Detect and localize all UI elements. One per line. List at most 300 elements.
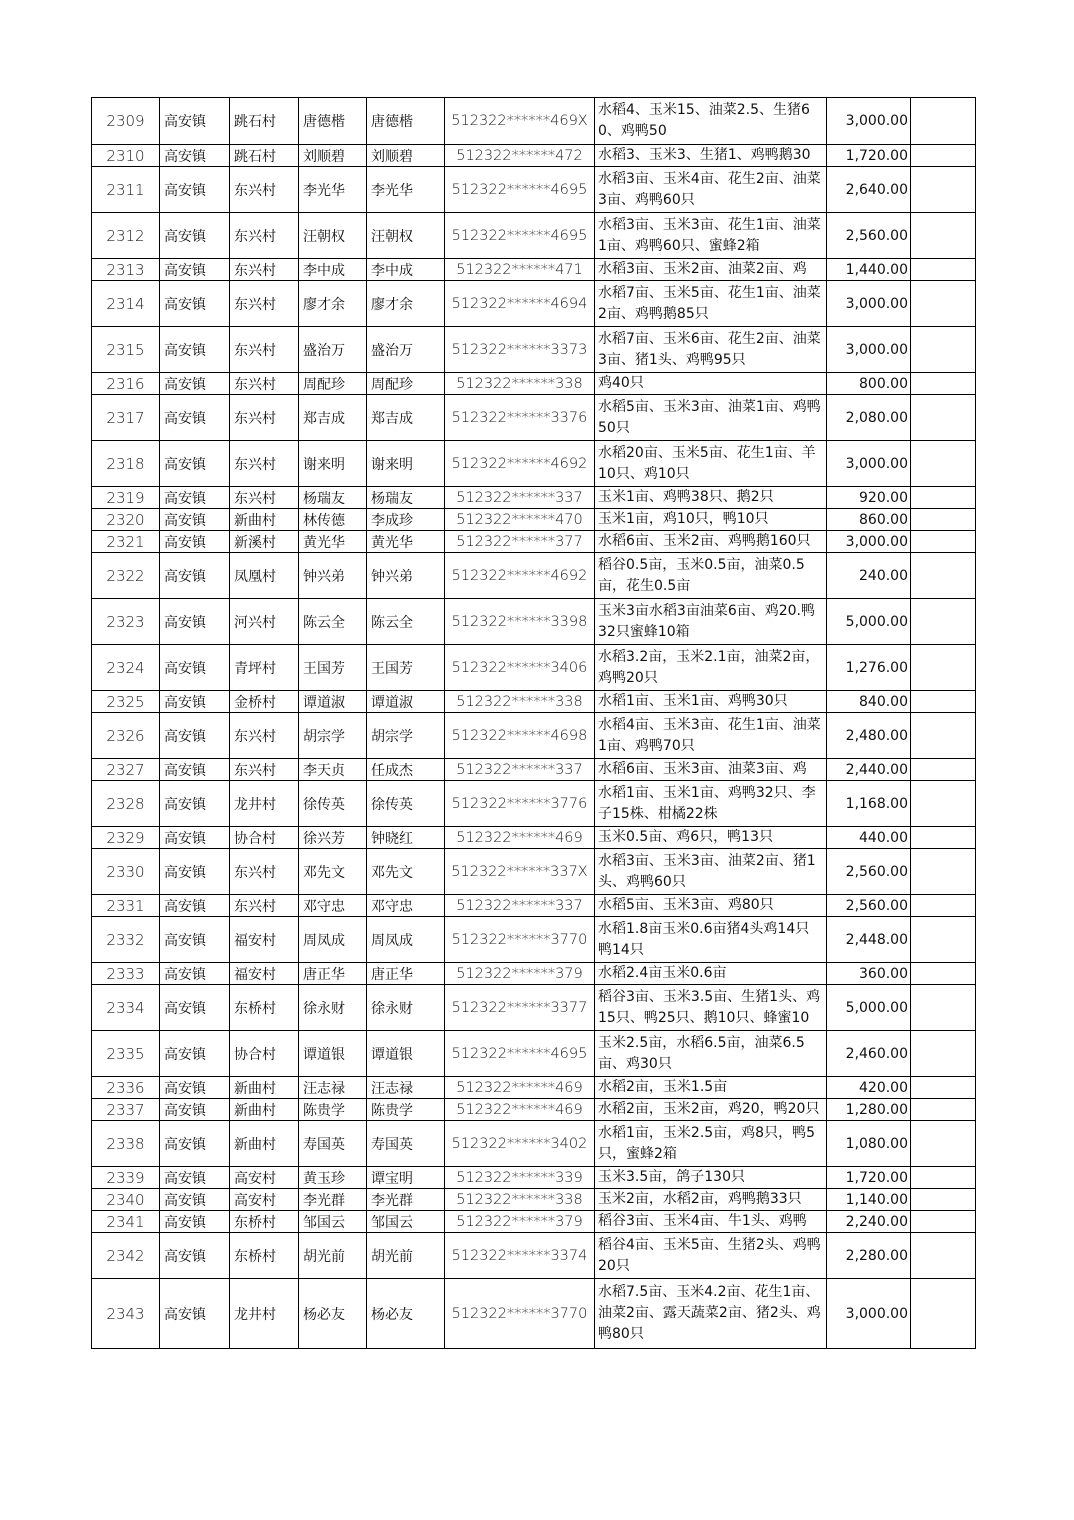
crops-cell: 水稻3、玉米3、生猪1、鸡鸭鹅30 [595,145,827,167]
name-cell: 汪志禄 [299,1077,367,1099]
id-number-cell: 512322******3406 [445,645,595,691]
recipient-name-cell: 李成珍 [367,509,445,531]
name-cell: 周配珍 [299,373,367,395]
table-row [92,145,976,167]
town-cell: 高安镇 [160,781,230,827]
amount-cell: 3,000.00 [827,327,911,373]
village-cell: 新曲村 [230,1099,299,1121]
blank-cell [911,759,976,781]
id-number-cell: 512322******3376 [445,395,595,441]
recipient-name-cell: 周凤成 [367,917,445,963]
crops-cell: 水稻5亩、玉米3亩、鸡80只 [595,895,827,917]
blank-cell [911,691,976,713]
recipient-name-cell: 徐永财 [367,985,445,1031]
table-row [92,1279,976,1349]
recipient-name-cell: 李光群 [367,1189,445,1211]
town-cell: 高安镇 [160,531,230,553]
village-cell: 龙井村 [230,1279,299,1349]
recipient-name-cell: 刘顺碧 [367,145,445,167]
blank-cell [911,1279,976,1349]
village-cell: 新溪村 [230,531,299,553]
blank-cell [911,259,976,281]
village-cell: 东兴村 [230,895,299,917]
serial-number-cell: 2330 [92,849,160,895]
town-cell: 高安镇 [160,395,230,441]
amount-cell: 840.00 [827,691,911,713]
amount-cell: 420.00 [827,1077,911,1099]
serial-number-cell: 2313 [92,259,160,281]
crops-cell: 水稻20亩、玉米5亩、花生1亩、羊10只、鸡10只 [595,441,827,487]
village-cell: 协合村 [230,1031,299,1077]
village-cell: 东兴村 [230,849,299,895]
amount-cell: 3,000.00 [827,98,911,145]
blank-cell [911,985,976,1031]
name-cell: 郑吉成 [299,395,367,441]
serial-number-cell: 2314 [92,281,160,327]
crops-cell: 水稻3.2亩，玉米2.1亩，油菜2亩，鸡鸭20只 [595,645,827,691]
amount-cell: 1,276.00 [827,645,911,691]
id-number-cell: 512322******3374 [445,1233,595,1279]
recipient-name-cell: 钟晓红 [367,827,445,849]
crops-cell: 稻谷4亩、玉米5亩、生猪2头、鸡鸭20只 [595,1233,827,1279]
table-body [92,98,976,1349]
amount-cell: 5,000.00 [827,599,911,645]
crops-cell: 水稻3亩、玉米3亩、花生1亩、油菜1亩、鸡鸭60只、蜜蜂2箱 [595,213,827,259]
town-cell: 高安镇 [160,1099,230,1121]
crops-cell: 玉米3.5亩，鸽子130只 [595,1167,827,1189]
recipient-name-cell: 李中成 [367,259,445,281]
table-row [92,531,976,553]
id-number-cell: 512322******469 [445,827,595,849]
amount-cell: 3,000.00 [827,281,911,327]
recipient-name-cell: 谢来明 [367,441,445,487]
village-cell: 青坪村 [230,645,299,691]
id-number-cell: 512322******337X [445,849,595,895]
town-cell: 高安镇 [160,213,230,259]
crops-cell: 水稻1亩、玉米1亩、鸡鸭30只 [595,691,827,713]
amount-cell: 5,000.00 [827,985,911,1031]
crops-cell: 玉米3亩水稻3亩油菜6亩、鸡20.鸭32只蜜蜂10箱 [595,599,827,645]
crops-cell: 玉米1亩、鸡鸭38只、鹅2只 [595,487,827,509]
town-cell: 高安镇 [160,1189,230,1211]
recipient-name-cell: 胡光前 [367,1233,445,1279]
blank-cell [911,1031,976,1077]
table-row [92,1211,976,1233]
table-row [92,599,976,645]
subsidy-table [91,97,976,1349]
blank-cell [911,509,976,531]
village-cell: 东兴村 [230,395,299,441]
town-cell: 高安镇 [160,1077,230,1099]
id-number-cell: 512322******377 [445,531,595,553]
recipient-name-cell: 任成杰 [367,759,445,781]
table-row [92,1233,976,1279]
village-cell: 跳石村 [230,145,299,167]
recipient-name-cell: 盛治万 [367,327,445,373]
table-row [92,395,976,441]
blank-cell [911,827,976,849]
village-cell: 东兴村 [230,327,299,373]
table-row [92,985,976,1031]
crops-cell: 稻谷3亩、玉米4亩、牛1头、鸡鸭 [595,1211,827,1233]
id-number-cell: 512322******4695 [445,167,595,213]
village-cell: 金桥村 [230,691,299,713]
table-row [92,487,976,509]
serial-number-cell: 2317 [92,395,160,441]
blank-cell [911,441,976,487]
village-cell: 东兴村 [230,281,299,327]
village-cell: 河兴村 [230,599,299,645]
id-number-cell: 512322******3770 [445,917,595,963]
village-cell: 协合村 [230,827,299,849]
blank-cell [911,1167,976,1189]
blank-cell [911,781,976,827]
blank-cell [911,599,976,645]
name-cell: 王国芳 [299,645,367,691]
serial-number-cell: 2309 [92,98,160,145]
id-number-cell: 512322******3377 [445,985,595,1031]
name-cell: 唐正华 [299,963,367,985]
recipient-name-cell: 邹国云 [367,1211,445,1233]
serial-number-cell: 2325 [92,691,160,713]
id-number-cell: 512322******337 [445,487,595,509]
recipient-name-cell: 陈贵学 [367,1099,445,1121]
table-row [92,849,976,895]
amount-cell: 240.00 [827,553,911,599]
id-number-cell: 512322******4695 [445,213,595,259]
town-cell: 高安镇 [160,259,230,281]
blank-cell [911,281,976,327]
town-cell: 高安镇 [160,713,230,759]
blank-cell [911,487,976,509]
name-cell: 徐兴芳 [299,827,367,849]
amount-cell: 1,720.00 [827,1167,911,1189]
table-row [92,645,976,691]
crops-cell: 水稻2亩，玉米2亩，鸡20，鸭20只 [595,1099,827,1121]
table-row [92,1121,976,1167]
blank-cell [911,553,976,599]
recipient-name-cell: 王国芳 [367,645,445,691]
name-cell: 谭道淑 [299,691,367,713]
town-cell: 高安镇 [160,1121,230,1167]
table-row [92,759,976,781]
crops-cell: 稻谷0.5亩，玉米0.5亩，油菜0.5亩，花生0.5亩 [595,553,827,599]
name-cell: 邹国云 [299,1211,367,1233]
village-cell: 福安村 [230,917,299,963]
amount-cell: 2,240.00 [827,1211,911,1233]
serial-number-cell: 2326 [92,713,160,759]
recipient-name-cell: 唐正华 [367,963,445,985]
town-cell: 高安镇 [160,645,230,691]
recipient-name-cell: 邓守忠 [367,895,445,917]
blank-cell [911,1121,976,1167]
id-number-cell: 512322******4698 [445,713,595,759]
serial-number-cell: 2332 [92,917,160,963]
amount-cell: 800.00 [827,373,911,395]
town-cell: 高安镇 [160,509,230,531]
recipient-name-cell: 汪志禄 [367,1077,445,1099]
id-number-cell: 512322******337 [445,895,595,917]
village-cell: 东兴村 [230,373,299,395]
crops-cell: 玉米2.5亩，水稻6.5亩，油菜6.5亩、鸡30只 [595,1031,827,1077]
town-cell: 高安镇 [160,917,230,963]
crops-cell: 水稻3亩、玉米2亩、油菜2亩、鸡 [595,259,827,281]
serial-number-cell: 2339 [92,1167,160,1189]
blank-cell [911,531,976,553]
name-cell: 李中成 [299,259,367,281]
id-number-cell: 512322******469 [445,1099,595,1121]
blank-cell [911,167,976,213]
crops-cell: 水稻1亩，玉米2.5亩，鸡8只，鸭5只，蜜蜂2箱 [595,1121,827,1167]
town-cell: 高安镇 [160,691,230,713]
id-number-cell: 512322******469 [445,1077,595,1099]
table-row [92,827,976,849]
town-cell: 高安镇 [160,849,230,895]
name-cell: 胡宗学 [299,713,367,759]
blank-cell [911,645,976,691]
amount-cell: 2,560.00 [827,849,911,895]
crops-cell: 玉米1亩，鸡10只，鸭10只 [595,509,827,531]
id-number-cell: 512322******4694 [445,281,595,327]
name-cell: 钟兴弟 [299,553,367,599]
id-number-cell: 512322******471 [445,259,595,281]
recipient-name-cell: 钟兴弟 [367,553,445,599]
village-cell: 高安村 [230,1167,299,1189]
crops-cell: 水稻6亩、玉米3亩、油菜3亩、鸡 [595,759,827,781]
table-row [92,691,976,713]
serial-number-cell: 2338 [92,1121,160,1167]
name-cell: 陈贵学 [299,1099,367,1121]
blank-cell [911,1099,976,1121]
town-cell: 高安镇 [160,1211,230,1233]
crops-cell: 水稻7.5亩、玉米4.2亩、花生1亩、油菜2亩、露天蔬菜2亩、猪2头、鸡鸭80只 [595,1279,827,1349]
table-row [92,441,976,487]
blank-cell [911,213,976,259]
crops-cell: 水稻7亩、玉米6亩、花生2亩、油菜3亩、猪1头、鸡鸭95只 [595,327,827,373]
town-cell: 高安镇 [160,1031,230,1077]
id-number-cell: 512322******338 [445,691,595,713]
town-cell: 高安镇 [160,963,230,985]
table-row [92,1189,976,1211]
crops-cell: 水稻4亩、玉米3亩、花生1亩、油菜1亩、鸡鸭70只 [595,713,827,759]
blank-cell [911,1189,976,1211]
town-cell: 高安镇 [160,98,230,145]
village-cell: 凤凰村 [230,553,299,599]
table-row [92,917,976,963]
serial-number-cell: 2335 [92,1031,160,1077]
recipient-name-cell: 汪朝权 [367,213,445,259]
blank-cell [911,895,976,917]
village-cell: 东兴村 [230,167,299,213]
serial-number-cell: 2340 [92,1189,160,1211]
serial-number-cell: 2337 [92,1099,160,1121]
table-row [92,98,976,145]
recipient-name-cell: 徐传英 [367,781,445,827]
serial-number-cell: 2311 [92,167,160,213]
amount-cell: 2,440.00 [827,759,911,781]
town-cell: 高安镇 [160,441,230,487]
name-cell: 邓守忠 [299,895,367,917]
town-cell: 高安镇 [160,1167,230,1189]
town-cell: 高安镇 [160,1279,230,1349]
serial-number-cell: 2322 [92,553,160,599]
name-cell: 谭道银 [299,1031,367,1077]
table-row [92,781,976,827]
blank-cell [911,327,976,373]
village-cell: 东兴村 [230,713,299,759]
id-number-cell: 512322******379 [445,1211,595,1233]
amount-cell: 3,000.00 [827,1279,911,1349]
blank-cell [911,395,976,441]
blank-cell [911,1211,976,1233]
id-number-cell: 512322******337 [445,759,595,781]
crops-cell: 水稻4、玉米15、油菜2.5、生猪60、鸡鸭50 [595,98,827,145]
amount-cell: 2,080.00 [827,395,911,441]
village-cell: 东兴村 [230,213,299,259]
serial-number-cell: 2333 [92,963,160,985]
crops-cell: 水稻3亩、玉米4亩、花生2亩、油菜3亩、鸡鸭60只 [595,167,827,213]
serial-number-cell: 2342 [92,1233,160,1279]
recipient-name-cell: 陈云全 [367,599,445,645]
serial-number-cell: 2316 [92,373,160,395]
town-cell: 高安镇 [160,985,230,1031]
name-cell: 杨瑞友 [299,487,367,509]
town-cell: 高安镇 [160,895,230,917]
recipient-name-cell: 邓先文 [367,849,445,895]
town-cell: 高安镇 [160,487,230,509]
table-row [92,553,976,599]
amount-cell: 2,560.00 [827,213,911,259]
blank-cell [911,713,976,759]
name-cell: 黄光华 [299,531,367,553]
crops-cell: 水稻2亩，玉米1.5亩 [595,1077,827,1099]
recipient-name-cell: 李光华 [367,167,445,213]
table-row [92,373,976,395]
table-row [92,327,976,373]
id-number-cell: 512322******469X [445,98,595,145]
amount-cell: 1,440.00 [827,259,911,281]
table-row [92,713,976,759]
name-cell: 寿国英 [299,1121,367,1167]
blank-cell [911,98,976,145]
serial-number-cell: 2327 [92,759,160,781]
crops-cell: 水稻1.8亩玉米0.6亩猪4头鸡14只鸭14只 [595,917,827,963]
id-number-cell: 512322******4692 [445,441,595,487]
recipient-name-cell: 谭道淑 [367,691,445,713]
recipient-name-cell: 唐德楷 [367,98,445,145]
serial-number-cell: 2323 [92,599,160,645]
serial-number-cell: 2343 [92,1279,160,1349]
name-cell: 徐永财 [299,985,367,1031]
blank-cell [911,373,976,395]
crops-cell: 水稻3亩、玉米3亩、油菜2亩、猪1头、鸡鸭60只 [595,849,827,895]
serial-number-cell: 2341 [92,1211,160,1233]
town-cell: 高安镇 [160,1233,230,1279]
amount-cell: 1,080.00 [827,1121,911,1167]
serial-number-cell: 2315 [92,327,160,373]
amount-cell: 1,720.00 [827,145,911,167]
crops-cell: 水稻5亩、玉米3亩、油菜1亩、鸡鸭50只 [595,395,827,441]
name-cell: 李天贞 [299,759,367,781]
name-cell: 盛治万 [299,327,367,373]
name-cell: 汪朝权 [299,213,367,259]
name-cell: 陈云全 [299,599,367,645]
crops-cell: 水稻6亩、玉米2亩、鸡鸭鹅160只 [595,531,827,553]
table-row [92,1077,976,1099]
town-cell: 高安镇 [160,327,230,373]
table-row [92,509,976,531]
village-cell: 福安村 [230,963,299,985]
table-row [92,167,976,213]
id-number-cell: 512322******3776 [445,781,595,827]
serial-number-cell: 2321 [92,531,160,553]
village-cell: 东兴村 [230,441,299,487]
amount-cell: 3,000.00 [827,531,911,553]
amount-cell: 2,460.00 [827,1031,911,1077]
id-number-cell: 512322******472 [445,145,595,167]
id-number-cell: 512322******339 [445,1167,595,1189]
table-row [92,213,976,259]
amount-cell: 1,280.00 [827,1099,911,1121]
village-cell: 跳石村 [230,98,299,145]
name-cell: 周凤成 [299,917,367,963]
id-number-cell: 512322******470 [445,509,595,531]
name-cell: 刘顺碧 [299,145,367,167]
crops-cell: 玉米2亩，水稻2亩，鸡鸭鹅33只 [595,1189,827,1211]
serial-number-cell: 2318 [92,441,160,487]
village-cell: 新曲村 [230,1077,299,1099]
serial-number-cell: 2331 [92,895,160,917]
serial-number-cell: 2336 [92,1077,160,1099]
serial-number-cell: 2328 [92,781,160,827]
village-cell: 东兴村 [230,259,299,281]
serial-number-cell: 2329 [92,827,160,849]
village-cell: 龙井村 [230,781,299,827]
name-cell: 杨必友 [299,1279,367,1349]
blank-cell [911,849,976,895]
amount-cell: 360.00 [827,963,911,985]
name-cell: 唐德楷 [299,98,367,145]
crops-cell: 水稻2.4亩玉米0.6亩 [595,963,827,985]
name-cell: 李光群 [299,1189,367,1211]
town-cell: 高安镇 [160,553,230,599]
amount-cell: 440.00 [827,827,911,849]
table-row [92,259,976,281]
town-cell: 高安镇 [160,827,230,849]
recipient-name-cell: 寿国英 [367,1121,445,1167]
village-cell: 新曲村 [230,509,299,531]
name-cell: 谢来明 [299,441,367,487]
town-cell: 高安镇 [160,167,230,213]
name-cell: 黄玉珍 [299,1167,367,1189]
recipient-name-cell: 廖才余 [367,281,445,327]
village-cell: 东兴村 [230,487,299,509]
blank-cell [911,1077,976,1099]
town-cell: 高安镇 [160,373,230,395]
amount-cell: 860.00 [827,509,911,531]
name-cell: 邓先文 [299,849,367,895]
recipient-name-cell: 郑吉成 [367,395,445,441]
name-cell: 廖才余 [299,281,367,327]
name-cell: 林传德 [299,509,367,531]
village-cell: 东桥村 [230,985,299,1031]
name-cell: 徐传英 [299,781,367,827]
village-cell: 新曲村 [230,1121,299,1167]
village-cell: 高安村 [230,1189,299,1211]
id-number-cell: 512322******338 [445,373,595,395]
village-cell: 东兴村 [230,759,299,781]
blank-cell [911,963,976,985]
